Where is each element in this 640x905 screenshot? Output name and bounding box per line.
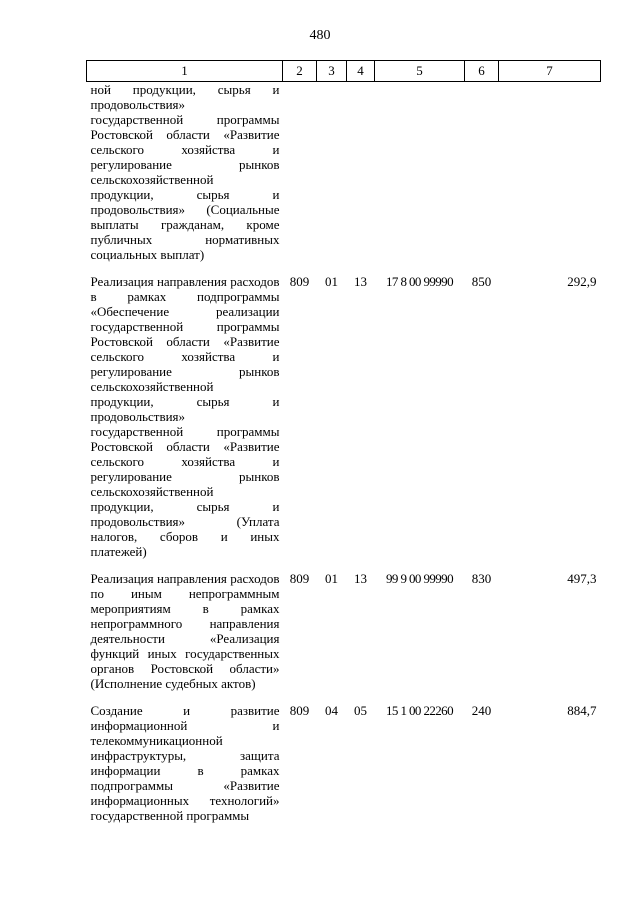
row-amount: 497,3 bbox=[567, 571, 597, 586]
header-row bbox=[87, 61, 601, 82]
table-row bbox=[87, 82, 601, 263]
row-amount bbox=[499, 82, 601, 263]
row-subsection: 05 bbox=[354, 703, 367, 718]
row-ministry: 809 bbox=[289, 571, 310, 586]
row-description: Реализация направления расходов в рамках подпрограммы «Обеспечение реализации государственной программы Ростовской области «Развитие сельского хозяйства и регулирование рынков сельскохозяйственной продукции, сырья и продовольствия» государственной программы Ростовской области «Развитие сельского хозяйства и регулирование рынков сельскохозяйственной продукции, сырья и продовольствия» (Уплата налогов, сборов и иных платежей) bbox=[90, 274, 280, 559]
row-amount: 884,7 bbox=[567, 703, 597, 718]
row-section: 01 bbox=[325, 274, 338, 289]
row-description: Реализация направления расходов по иным непрограммным мероприятиям в рамках непрограммного направления деятельности «Реализация функций иных государственных органов Ростовской области» (Исполнение судебных актов) bbox=[90, 571, 280, 691]
header-col-1: 1 bbox=[87, 61, 283, 82]
row-target-article bbox=[375, 82, 465, 263]
table-row bbox=[87, 559, 601, 691]
row-description: ной продукции, сырья и продовольствия» государственной программы Ростовской области «Развитие сельского хозяйства и регулирование рынков сельскохозяйственной продукции, сырья и продовольствия» (Социальные выплаты гражданам, кроме публичных нормативных социальных выплат) bbox=[90, 82, 280, 262]
row-expense-type bbox=[465, 82, 499, 263]
table-row bbox=[87, 691, 601, 823]
budget-table bbox=[86, 60, 601, 823]
row-ministry: 809 bbox=[289, 703, 310, 718]
row-expense-type: 830 bbox=[471, 571, 492, 586]
row-expense-type: 240 bbox=[471, 703, 492, 718]
header-col-6: 6 bbox=[465, 61, 499, 82]
row-subsection bbox=[347, 82, 375, 263]
header-col-4: 4 bbox=[347, 61, 375, 82]
row-expense-type: 850 bbox=[471, 274, 492, 289]
table-header bbox=[87, 61, 601, 82]
row-section: 01 bbox=[325, 571, 338, 586]
header-col-2: 2 bbox=[283, 61, 317, 82]
row-target-article: 17 8 00 99990 bbox=[386, 274, 453, 289]
row-subsection: 13 bbox=[354, 274, 367, 289]
row-target-article: 99 9 00 99990 bbox=[386, 571, 453, 586]
page-number: 480 bbox=[309, 28, 331, 43]
table-row bbox=[87, 262, 601, 559]
row-section: 04 bbox=[325, 703, 338, 718]
table-body bbox=[87, 82, 601, 824]
row-amount: 292,9 bbox=[567, 274, 597, 289]
header-col-7: 7 bbox=[499, 61, 601, 82]
row-section bbox=[317, 82, 347, 263]
header-col-5: 5 bbox=[375, 61, 465, 82]
row-target-article: 15 1 00 22260 bbox=[386, 703, 453, 718]
row-ministry: 809 bbox=[289, 274, 310, 289]
header-col-3: 3 bbox=[317, 61, 347, 82]
row-subsection: 13 bbox=[354, 571, 367, 586]
row-description: Создание и развитие информационной и телекоммуникационной инфраструктуры, защита информации в рамках подпрограммы «Развитие информационных технологий» государственной программы bbox=[90, 703, 280, 823]
row-ministry bbox=[283, 82, 317, 263]
